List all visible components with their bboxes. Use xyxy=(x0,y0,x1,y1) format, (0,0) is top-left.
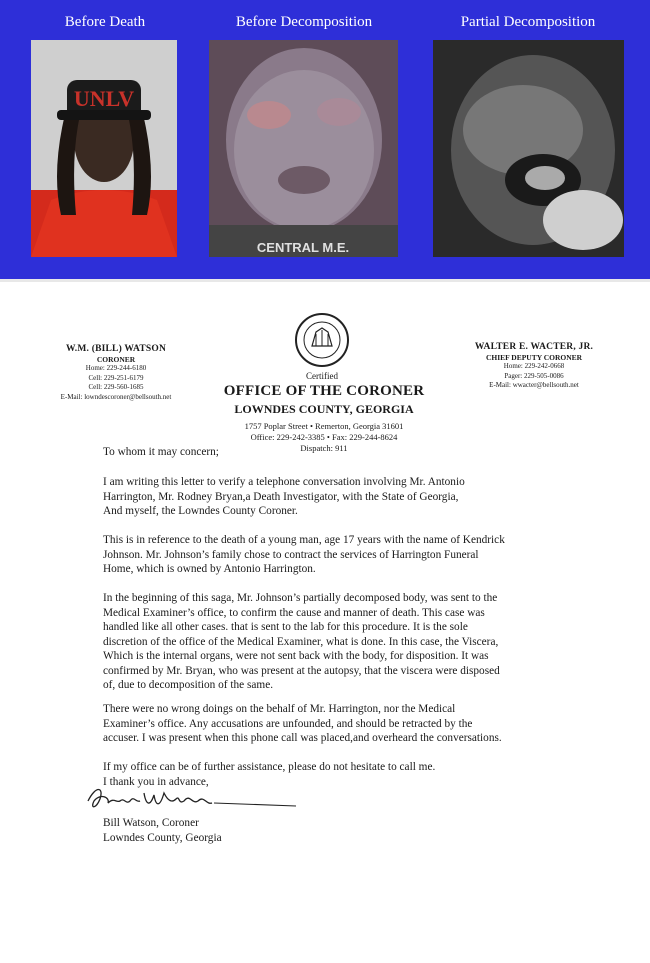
coroner-title: CORONER xyxy=(96,355,136,364)
photo-partial-decomposition xyxy=(433,40,624,257)
coroner-email: E-Mail: lowndescoroner@bellsouth.net xyxy=(60,392,172,401)
handwritten-signature xyxy=(86,779,306,821)
paragraph-line: discretion of the office of the Medical Examiner, what is done. In this case, the Viscera, xyxy=(103,635,499,648)
georgia-seal-icon xyxy=(294,312,350,368)
office-phones: Office: 229-242-3385 • Fax: 229-244-8624 xyxy=(250,432,398,442)
coroner-contact-block xyxy=(46,344,186,402)
deputy-email: E-Mail: wwacter@bellsouth.net xyxy=(489,381,579,389)
county-title: LOWNDES COUNTY, GEORGIA xyxy=(234,402,414,416)
paragraph-line: I am writing this letter to verify a telephone conversation involving Mr. Antonio xyxy=(103,476,465,488)
paragraph-line: Harrington, Mr. Rodney Bryan,a Death Investigator, with the State of Georgia, xyxy=(103,490,459,503)
paragraph-3 xyxy=(103,591,553,693)
paragraph-line: There were no wrong doings on the behalf of Mr. Harrington, nor the Medical xyxy=(103,703,456,715)
paragraph-4 xyxy=(103,702,553,746)
paragraph-line: If my office can be of further assistance, please do not hesitate to call me. xyxy=(103,761,436,773)
paragraph-line: Johnson. Mr. Johnson’s family chose to contract the services of Harrington Funeral xyxy=(103,548,479,561)
paragraph-line: Examiner’s office. Any accusations are unfounded, and should be retracted by the xyxy=(103,717,473,730)
svg-text:UNLV: UNLV xyxy=(73,86,135,111)
signer-county: Lowndes County, Georgia xyxy=(103,831,222,844)
paragraph-line: This is in reference to the death of a young man, age 17 years with the name of Kendrick xyxy=(103,534,505,546)
panel-label-before-decomposition: Before Decomposition xyxy=(235,14,373,30)
photo-banner xyxy=(0,0,650,279)
office-title: OFFICE OF THE CORONER xyxy=(223,383,425,399)
paragraph-2 xyxy=(103,533,553,577)
office-dispatch: Dispatch: 911 xyxy=(300,443,348,453)
photo-before-decomposition xyxy=(209,40,398,257)
paragraph-line: Home, which is owned by Antonio Harrington. xyxy=(103,563,316,575)
deputy-title: CHIEF DEPUTY CORONER xyxy=(485,353,583,362)
seal-caption: Certified xyxy=(306,371,338,381)
paragraph-line: confirmed by Mr. Bryan, who was present at the autopsy, that the viscera were disposed xyxy=(103,664,500,677)
coroner-name: W.M. (BILL) WATSON xyxy=(65,344,167,354)
coroner-home: Home: 229-244-6180 xyxy=(85,364,147,372)
paragraph-line: handled like all other cases. that is sent to the lab for this procedure. It is the sole xyxy=(103,621,468,633)
panel-label-partial-decomposition: Partial Decomposition xyxy=(460,14,596,30)
coroner-letter xyxy=(0,279,650,963)
paragraph-line: Which is the internal organs, were not sent back with the body, for disposition. It was xyxy=(103,650,489,662)
panel-label-before-death: Before Death xyxy=(64,14,146,30)
paragraph-line: Medical Examiner’s office, to confirm the cause and manner of death. This case was xyxy=(103,606,485,619)
salutation: To whom it may concern; xyxy=(103,446,219,458)
paragraph-line: I thank you in advance, xyxy=(103,775,209,788)
signer-name: Bill Watson, Coroner xyxy=(103,817,199,829)
paragraph-line: In the beginning of this saga, Mr. Johnson’s partially decomposed body, was sent to the xyxy=(103,592,498,604)
photo-before-death xyxy=(31,40,177,257)
office-address: 1757 Poplar Street • Remerton, Georgia 31601 xyxy=(244,421,404,431)
paragraph-line: of, due to decomposition of the same. xyxy=(103,679,274,691)
paragraph-1 xyxy=(103,475,553,519)
deputy-contact-block xyxy=(454,342,614,391)
signature-block xyxy=(103,816,222,845)
coroner-cell-1: Cell: 229-251-6179 xyxy=(88,373,144,382)
placard-text: CENTRAL M.E. xyxy=(256,240,350,255)
deputy-name: WALTER E. WACTER, JR. xyxy=(474,342,594,352)
coroner-cell-2: Cell: 229-560-1685 xyxy=(88,383,144,391)
paragraph-line: And myself, the Lowndes County Coroner. xyxy=(103,505,298,517)
paragraph-line: accuser. I was present when this phone call was placed,and overheard the conversations. xyxy=(103,732,502,744)
deputy-home: Home: 229-242-0668 xyxy=(503,362,565,370)
deputy-pager: Pager: 229-505-0086 xyxy=(504,371,564,380)
